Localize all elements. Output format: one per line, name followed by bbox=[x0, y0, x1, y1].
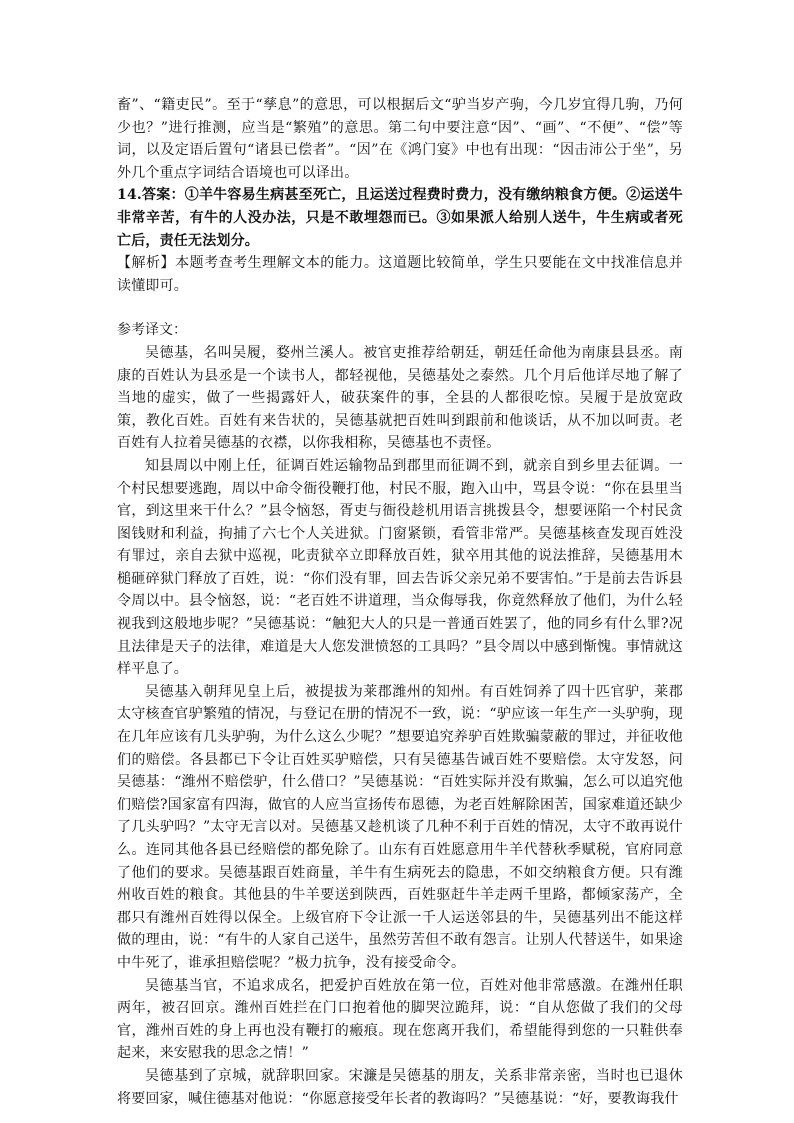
intro-paragraph: 畜”、“籍吏民”。至于“孳息”的意思，可以根据后文“驴当岁产驹，今几岁宜得几驹，乃何少也？”进行推测，应当是“繁殖”的意思。第二句中要注意“因”、“画”、“不便”、“偿”等词，以及定语后置句“诸县已偿者”。“因”在《鸿门宴》中也有出现：“因击沛公于坐”，另外几个重点字词结合语境也可以译出。 bbox=[117, 97, 683, 181]
analysis-paragraph: 【解析】本题考查考生理解文本的能力。这道题比较简单，学生只要能在文中找准信息并读懂即可。 bbox=[117, 255, 683, 294]
document-page bbox=[117, 94, 683, 1110]
translation-paragraph-2: 知县周以中刚上任，征调百姓运输物品到郡里而征调不到，就亲自到乡里去征调。一个村民想要逃跑，周以中命令衙役鞭打他，村民不服，跑入山中，骂县令说：“你在县里当官，到这里来干什么？”县令恼怒，胥吏与衙役趁机用语言挑拨县令，想要诬陷一个村民贪图钱财和利益，拘捕了六七个人关进狱。门窗紧锁，看管非常严。吴德基核查发现百姓没有罪过，亲自去狱中巡视，叱责狱卒立即释放百姓，狱卒用其他的说法推辞，吴德基用木槌砸碎狱门释放了百姓，说：“你们没有罪，回去告诉父亲兄弟不要害怕。”于是前去告诉县令周以中。县令恼怒，说：“老百姓不讲道理，当众侮辱我，你竟然释放了他们，为什么轻视我到这般地步呢？”吴德基说：“触犯大人的只是一普通百姓罢了，他的同乡有什么罪?况且法律是天子的法律，难道是大人您发泄愤怒的工具吗？”县令周以中感到惭愧。事情就这样平息了。 bbox=[117, 457, 683, 678]
translation-paragraph-4: 吴德基当官，不追求成名，把爱护百姓放在第一位，百姓对他非常感激。在潍州任职两年，被召回京。潍州百姓拦在门口抱着他的脚哭泣跪拜，说：“自从您做了我们的父母官，潍州百姓的身上再也没有鞭打的瘢痕。现在您离开我们，希望能得到您的一只鞋供奉起来，来安慰我的思念之情！” bbox=[117, 977, 683, 1062]
translation-label: 参考译文： bbox=[117, 322, 187, 339]
translation-paragraph-5: 吴德基到了京城，就辞职回家。宋濂是吴德基的朋友，关系非常亲密，当时也已退休将要回家，喊住德基对他说：“你愿意接受年长者的教诲吗？”吴德基说：“好，要教诲我什 bbox=[117, 1067, 683, 1107]
translation-paragraph-3: 吴德基入朝拜见皇上后，被提拔为莱郡潍州的知州。有百姓饲养了四十匹官驴，莱郡太守核查官驴繁殖的情况，与登记在册的情况不一致，说：“驴应该一年生产一头驴驹，现在几年应该有几头驴驹，为什么这么少呢？”想要追究养驴百姓欺骗蒙蔽的罪过，并征收他们的赔偿。各县都已下令让百姓买驴赔偿，只有吴德基告诫百姓不要赔偿。太守发怒，问吴德基：“潍州不赔偿驴，什么借口？”吴德基说：“百姓实际并没有欺骗，怎么可以追究他们赔偿?国家富有四海，做官的人应当宣扬传布恩德，为老百姓解除困苦，国家难道还缺少了几头驴吗？”太守无言以对。吴德基又趁机谈了几种不利于百姓的情况，太守不敢再说什么。连同其他各县已经赔偿的都免除了。山东有百姓愿意用牛羊代替秋季赋税，官府同意了他们的要求。吴德基跟百姓商量，羊牛有生病死去的隐患，不如交纳粮食方便。只有潍州收百姓的粮食。其他县的牛羊要送到陕西，百姓驱赶牛羊走两千里路，都倾家荡产，全郡只有潍州百姓得以保全。上级官府下令让派一千人运送邻县的牛，吴德基列出不能这样做的理由，说：“有牛的人家自己送牛，虽然劳苦但不敢有怨言。让别人代替送牛，如果途中牛死了，谁承担赔偿呢？”极力抗争，没有接受命令。 bbox=[117, 683, 683, 971]
spacer bbox=[117, 297, 683, 319]
translation-paragraph-1: 吴德基，名叫吴履，婺州兰溪人。被官吏推荐给朝廷，朝廷任命他为南康县县丞。南康的百姓认为县丞是一个读书人，都轻视他，吴德基处之泰然。几个月后他详尽地了解了当地的虚实，做了一些揭露奸人，破获案件的事，全县的人都很吃惊。吴履于是放宽政策，教化百姓。百姓有来告状的，吴德基就把百姓叫到跟前和他谈话，从不加以呵责。老百姓有人拉着吴德基的衣襟，以你我相称，吴德基也不责怪。 bbox=[117, 344, 683, 452]
answer-14: 14.答案：①羊牛容易生病甚至死亡，且运送过程费时费力，没有缴纳粮食方便。②运送牛非常辛苦，有牛的人没办法，只是不敢埋怨而已。③如果派人给别人送牛，牛生病或者死亡后，责任无法划分。 bbox=[117, 187, 683, 249]
